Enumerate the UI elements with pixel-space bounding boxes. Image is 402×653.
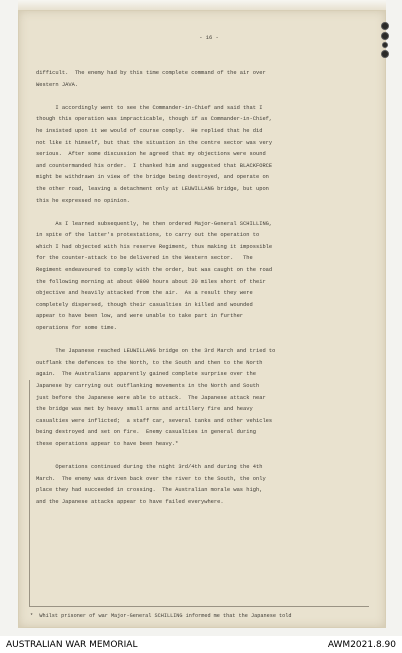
text-line: Regiment endeavoured to comply with the order, but was caught on the road [36, 267, 273, 274]
text-line: casualties were inflicted; a staff car, several tanks and other vehicles [36, 417, 273, 424]
text-line: in spite of the latter's protestations, to carry out the operation to [36, 232, 260, 239]
text-line: completely dispersed, though their casualties in killed and wounded [36, 301, 253, 308]
body-lines [36, 68, 372, 509]
text-line: though this operation was impracticable, though if as Commander-in-Chief, [36, 116, 273, 123]
text-line: March. The enemy was driven back over the river to the South, the only [36, 475, 266, 482]
text-line: just before the Japanese were able to attack. The Japanese attack near [36, 394, 266, 401]
binder-ring-icon [382, 42, 388, 48]
text-line: again. The Australians apparently gained complete surprise over the [36, 371, 256, 378]
document-body [36, 10, 372, 532]
text-line: I accordingly went to see the Commander-in-Chief and said that I [36, 104, 263, 111]
caption-source: AUSTRALIAN WAR MEMORIAL [6, 640, 138, 650]
margin-rule [29, 380, 30, 606]
text-line: he insisted upon it we would of course comply. He replied that he did [36, 127, 263, 134]
text-line: this he expressed no opinion. [36, 197, 130, 204]
caption-id: AWM2021.8.90 [327, 640, 396, 650]
page-number: - 16 - [199, 35, 219, 42]
text-line: As I learned subsequently, he then ordered Major-General SCHILLING, [36, 220, 273, 227]
text-line: the following morning at about 0800 hours about 20 miles short of their [36, 278, 266, 285]
text-line [36, 207, 372, 219]
text-line: place they had succeeded in crossing. The Australian morale was high, [36, 487, 263, 494]
text-line: appear to have been low, and were unable to take part in further [36, 313, 244, 320]
text-line: for the counter-attack to be delivered in the Western sector. The [36, 255, 253, 262]
text-line: not like it himself, but that the situation in the centre sector was very [36, 139, 273, 146]
text-line: and countermanded his order. I thanked him and suggested that BLACKFORCE [36, 162, 273, 169]
text-line [36, 335, 372, 347]
text-line [36, 91, 372, 103]
text-line: these operations appear to have been heavy.* [36, 440, 179, 447]
text-line: and the Japanese attacks appear to have failed everywhere. [36, 498, 224, 505]
archive-caption [0, 637, 402, 653]
text-line: difficult. The enemy had by this time complete command of the air over [36, 69, 266, 76]
binder-ring-icon [381, 32, 389, 40]
text-line: Japanese by carrying out outflanking movements in the North and South [36, 383, 260, 389]
text-line: outflank the defences to the North, to the South and then to the North [36, 359, 263, 366]
text-line: the other road, leaving a detachment only at LEUWILLANG bridge, but upon [36, 185, 269, 192]
text-line: might be withdrawn in view of the bridge being destroyed, and operate on [36, 174, 269, 181]
text-line: objective and heavily attacked from the air. As a result they were [36, 290, 253, 297]
text-line: Western JAVA. [36, 81, 79, 88]
binder-ring-icon [381, 22, 389, 30]
text-line: the bridge was met by heavy small arms and artillery fire and heavy [36, 406, 253, 413]
text-line: Operations continued during the night 3rd/4th and during the 4th [36, 464, 263, 471]
text-line: The Japanese reached LEUWILLANG bridge on the 3rd March and tried to [36, 348, 276, 355]
text-line [36, 451, 372, 463]
text-line: which I had objected with his reserve Regiment, thus making it impossible [36, 243, 273, 250]
binder-clip [374, 22, 396, 66]
text-line: being destroyed and set on fire. Enemy casualties in general during [36, 429, 256, 436]
text-line: operations for some time. [36, 325, 117, 332]
binder-ring-icon [381, 50, 389, 58]
footnote [30, 594, 376, 636]
text-line: serious. After some discussion he agreed that my objections were sound [36, 151, 266, 158]
footnote-line: * Whilst prisoner of war Major-General SCHILLING informed me that the Japanese told [30, 613, 292, 619]
